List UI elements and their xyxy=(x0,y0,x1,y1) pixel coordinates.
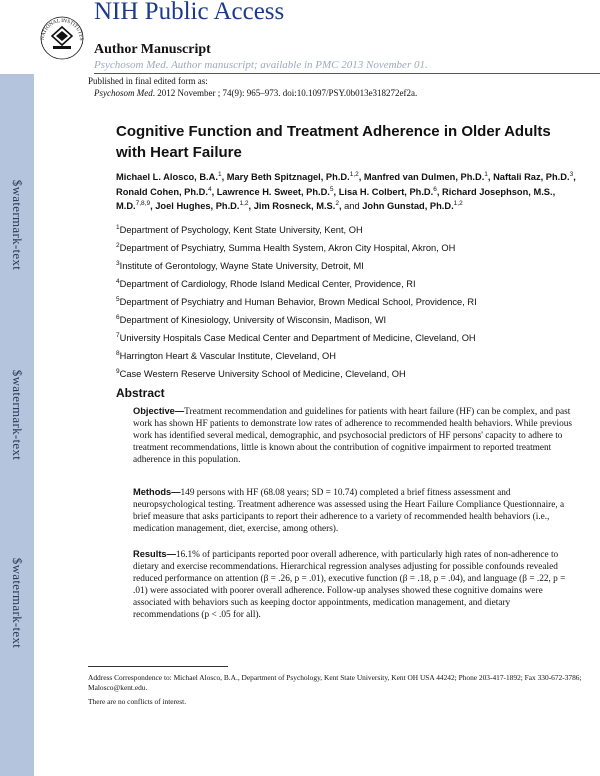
author-name: Richard Josephson, M.S., M.D. xyxy=(116,186,556,212)
author-name: Ronald Cohen, Ph.D. xyxy=(116,186,208,197)
author-name: Lawrence H. Sweet, Ph.D. xyxy=(216,186,330,197)
affiliation-2: $^2$Department of Psychiatry, Summa Health System, Akron City Hospital, Akron, OH xyxy=(116,242,456,254)
affiliation-8: $^8$Harrington Heart & Vascular Institute, Cleveland, OH xyxy=(116,350,336,362)
article-title: Cognitive Function and Treatment Adherence in Older Adults with Heart Failure xyxy=(116,123,551,161)
abstract-results: Results—16.1% of participants reported poor overall adherence, with particularly high rates of non-adherence to dietary and exercise recommendations. Hierarchical regression analyses adjusting for possible confounds revealed reduced performance on attention (β = .26, p = .01), executive function (β = .18, p = .04), and language (β = .22, p = .01) were associated with poorer overall adherence. Follow-up analyses showed these cognitive domains were associated with behaviors such as keeping doctor appointments, medication management, and dietary recommendations (p < .05 for all). xyxy=(133,549,566,620)
section-label: Methods— xyxy=(133,487,181,497)
affiliation-9: $^9$Case Western Reserve University School of Medicine, Cleveland, OH xyxy=(116,368,406,380)
nih-public-access-title: NIH Public Access xyxy=(94,0,285,25)
author-manuscript-label: Author Manuscript xyxy=(94,42,211,57)
author-name: Manfred van Dulmen, Ph.D. xyxy=(363,172,485,183)
abstract-methods: Methods—149 persons with HF (68.08 years; SD = 10.74) completed a brief fitness assessment and neuropsychological testing. Treatment adherence was assessed using the Heart Failure Compliance Questionnaire, a brief measure that asks participants to report their adherence to a variety of recommended health behaviors (i.e., medication management, diet, exercise, among others). xyxy=(133,487,565,534)
affiliation-3: $^3$Institute of Gerontology, Wayne State University, Detroit, MI xyxy=(116,260,364,272)
correspondence-footnote: Address Correspondence to: Michael Alosco, B.A., Department of Psychology, Kent State University, Kent OH USA 44242; Phone 203-417-1892; Fax 330-672-3786; Malosco@kent.edu. xyxy=(88,673,582,692)
conflicts-footnote: There are no conflicts of interest. xyxy=(88,697,187,706)
nih-seal-logo xyxy=(38,0,86,70)
watermark-3: $watermark-text xyxy=(10,557,25,649)
affiliation-5: $^5$Department of Psychiatry and Human Behavior, Brown Medical School, Providence, RI xyxy=(116,296,477,308)
watermark-sidebar xyxy=(0,74,34,776)
journal-availability-line: Psychosom Med. Author manuscript; available in PMC 2013 November 01. xyxy=(94,59,428,71)
citation xyxy=(94,87,417,99)
author-name: Jim Rosneck, M.S. xyxy=(253,201,336,212)
section-label: Objective— xyxy=(133,406,185,416)
header-divider xyxy=(94,73,600,74)
abstract-heading: Abstract xyxy=(116,386,165,400)
affiliation-4: $^4$Department of Cardiology, Rhode Island Medical Center, Providence, RI xyxy=(116,278,416,290)
published-note: Published in final edited form as: xyxy=(88,76,208,86)
author-name: John Gunstad, Ph.D. xyxy=(362,201,454,212)
author-name: Mary Beth Spitznagel, Ph.D. xyxy=(226,172,350,183)
watermark-2: $watermark-text xyxy=(10,369,25,461)
author-name: Lisa H. Colbert, Ph.D. xyxy=(338,186,434,197)
affiliation-6: $^6$Department of Kinesiology, University of Wisconsin, Madison, WI xyxy=(116,314,387,326)
footnote-divider xyxy=(88,666,228,667)
section-label: Results— xyxy=(133,549,176,559)
author-list: Michael L. Alosco, B.A.$^1$, Mary Beth Spitznagel, Ph.D.$^{1,2}$, Manfred van Dulmen, Ph.D.$^1$, Naftali Raz, Ph.D.$^3$, Ronald Cohen, Ph.D.$^4$, Lawrence H. Sweet, Ph.D.$^5$, Lisa H. Colbert, Ph.D.$^6$, Richard Josephson, M.S., M.D.$^{7,8,9}$, Joel Hughes, Ph.D.$^{1,2}$, Jim Rosneck, M.S.$^2$, and John Gunstad, Ph.D.$^{1,2}$ xyxy=(116,171,576,212)
citation-journal: Psychosom Med xyxy=(94,88,153,98)
watermark-1: $watermark-text xyxy=(10,179,25,271)
citation-details: . 2012 November ; 74(9): 965–973. doi:10.1097/PSY.0b013e318272ef2a. xyxy=(152,88,418,98)
svg-text:NATIONAL INSTITUTES OF HEALTH: NATIONAL INSTITUTES xyxy=(39,17,85,41)
abstract-objective: Objective—Treatment recommendation and guidelines for patients with heart failure (HF) can be complex, and past work has shown HF patients to demonstrate low rates of adherence to recommended health behaviors. While previous work has identified several medical, demographic, and psychosocial predictors of HF persons' capacity to adhere to treatment recommendations, little is known about the contribution of cognitive impairment to reported treatment adherence in this population. xyxy=(133,406,572,465)
author-name: Naftali Raz, Ph.D. xyxy=(493,172,570,183)
affiliation-7: $^7$University Hospitals Case Medical Center and Department of Medicine, Cleveland, OH xyxy=(116,332,476,344)
author-name: Michael L. Alosco, B.A. xyxy=(116,172,218,183)
author-name: Joel Hughes, Ph.D. xyxy=(155,201,240,212)
affiliation-1: $^1$Department of Psychology, Kent State University, Kent, OH xyxy=(116,224,363,236)
